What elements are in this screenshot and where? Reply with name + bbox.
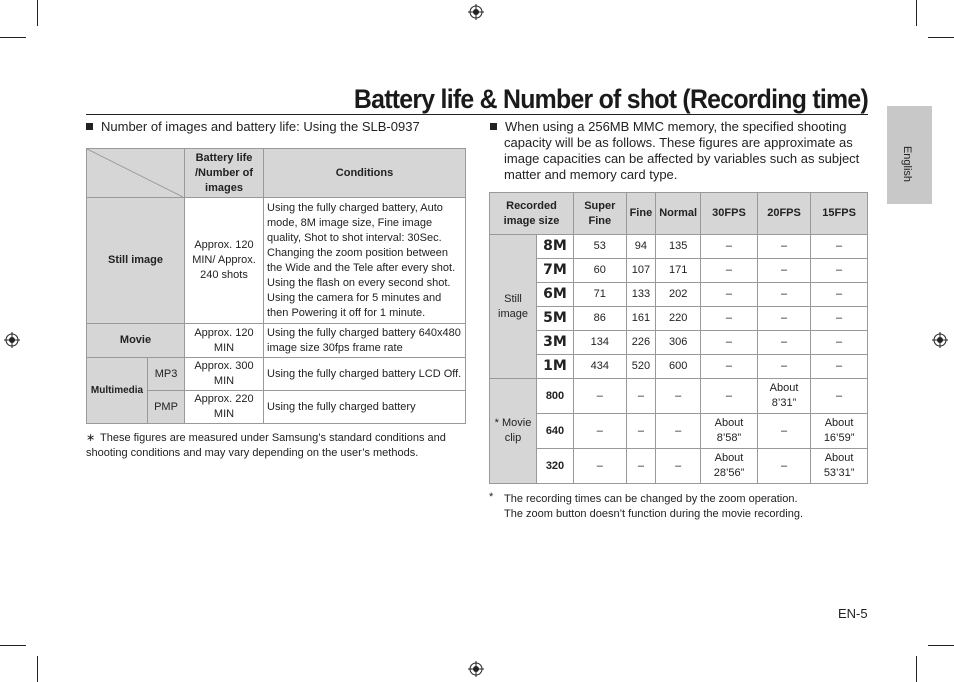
recording-time-cell: – (626, 379, 656, 414)
mp3-conditions: Using the fully charged battery LCD Off. (264, 358, 466, 391)
conditions-header: Conditions (264, 149, 466, 198)
right-footnote-line1: The recording times can be changed by the zoom operation. (504, 493, 798, 505)
mp3-battery: Approx. 300 MIN (185, 358, 264, 391)
recorded-size-header: Recorded image size (490, 193, 574, 235)
left-footnote-text: These figures are measured under Samsung’s standard conditions and shooting conditions and may vary depending on the user’s methods. (86, 432, 446, 459)
5m-size-icon: 5M (537, 307, 574, 331)
capacity-cell: 71 (574, 283, 627, 307)
20fps-header: 20FPS (757, 193, 810, 235)
1m-size-icon: 1M (537, 355, 574, 379)
still-image-group-label: Still image (490, 235, 537, 379)
30fps-header: 30FPS (701, 193, 758, 235)
still-row (490, 235, 868, 259)
capacity-cell: 133 (626, 283, 656, 307)
capacity-cell: – (757, 283, 810, 307)
capacity-cell: 107 (626, 259, 656, 283)
crop-mark (0, 37, 26, 38)
movie-conditions: Using the fully charged battery 640x480 image size 30fps frame rate (264, 324, 466, 358)
right-bullet-text: When using a 256MB MMC memory, the specified shooting capacity will be as follows. These figures are approximate as image capacities can be affected by variables such as subject matter and memory card type. (504, 119, 860, 182)
capacity-cell: 161 (626, 307, 656, 331)
capacity-cell: 520 (626, 355, 656, 379)
page-title: Battery life & Number of shot (Recording time) (353, 84, 868, 114)
movie-size-label: 320 (537, 449, 574, 484)
recording-time-cell: – (656, 379, 701, 414)
capacity-cell: – (757, 235, 810, 259)
registration-mark-icon (468, 4, 484, 20)
capacity-cell: 226 (626, 331, 656, 355)
right-footnote-mark: * (489, 491, 494, 503)
recording-time-cell: About 16’59” (811, 414, 868, 449)
capacity-cell: 134 (574, 331, 627, 355)
capacity-cell: – (701, 355, 758, 379)
diagonal-header-cell (87, 149, 185, 198)
recording-time-cell: – (656, 449, 701, 484)
movie-battery: Approx. 120 MIN (185, 324, 264, 358)
multimedia-label: Multimedia (87, 358, 148, 424)
square-bullet-icon (490, 123, 497, 130)
right-bullet (490, 119, 864, 183)
capacity-cell: – (701, 283, 758, 307)
capacity-cell: 306 (656, 331, 701, 355)
capacity-cell: – (757, 259, 810, 283)
recording-time-cell: – (757, 449, 810, 484)
still-image-label: Still image (87, 198, 185, 324)
right-footnote (489, 490, 849, 522)
recording-time-cell: – (701, 379, 758, 414)
capacity-cell: – (701, 259, 758, 283)
pmp-battery: Approx. 220 MIN (185, 391, 264, 424)
capacity-cell: 53 (574, 235, 627, 259)
movie-size-label: 640 (537, 414, 574, 449)
pmp-conditions: Using the fully charged battery (264, 391, 466, 424)
language-tab (887, 106, 932, 204)
crop-mark (916, 0, 917, 26)
movie-size-label: 800 (537, 379, 574, 414)
crop-mark (928, 645, 954, 646)
recording-time-cell: About 8’58” (701, 414, 758, 449)
capacity-cell: 202 (656, 283, 701, 307)
capacity-cell: – (811, 283, 868, 307)
capacity-cell: – (811, 331, 868, 355)
pmp-label: PMP (148, 391, 185, 424)
left-bullet (86, 119, 466, 135)
recording-time-cell: – (574, 449, 627, 484)
still-row (490, 259, 868, 283)
capacity-cell: – (757, 307, 810, 331)
recording-time-cell: About 8’31” (757, 379, 810, 414)
registration-mark-icon (4, 332, 20, 348)
mp3-label: MP3 (148, 358, 185, 391)
capacity-cell: 434 (574, 355, 627, 379)
registration-mark-icon (932, 332, 948, 348)
still-battery: Approx. 120 MIN/ Approx. 240 shots (185, 198, 264, 324)
capacity-cell: – (811, 355, 868, 379)
recording-time-cell: – (757, 414, 810, 449)
capacity-cell: 135 (656, 235, 701, 259)
movie-row (490, 414, 868, 449)
recording-time-cell: – (811, 379, 868, 414)
left-bullet-text: Number of images and battery life: Using the SLB-0937 (101, 119, 420, 134)
right-footnote-line2: The zoom button doesn’t function during the movie recording. (504, 508, 804, 520)
title-rule (86, 114, 868, 115)
movie-row (490, 379, 868, 414)
shooting-capacity-table (489, 192, 868, 484)
recording-time-cell: – (626, 449, 656, 484)
still-row (490, 355, 868, 379)
capacity-cell: – (701, 331, 758, 355)
capacity-cell: 94 (626, 235, 656, 259)
capacity-cell: 220 (656, 307, 701, 331)
recording-time-cell: – (574, 379, 627, 414)
diagonal-line (87, 149, 183, 197)
6m-size-icon: 6M (537, 283, 574, 307)
8m-size-icon: 8M (537, 235, 574, 259)
crop-mark (928, 37, 954, 38)
fine-header: Fine (626, 193, 656, 235)
recording-time-cell: About 53’31” (811, 449, 868, 484)
left-footnote-mark: ∗ (86, 432, 96, 444)
battery-header: Battery life /Number of images (185, 149, 264, 198)
page-number: EN-5 (838, 606, 868, 621)
still-row (490, 331, 868, 355)
left-footnote (86, 431, 466, 461)
square-bullet-icon (86, 123, 93, 130)
crop-mark (37, 656, 38, 682)
7m-size-icon: 7M (537, 259, 574, 283)
super-fine-header: Super Fine (574, 193, 627, 235)
capacity-cell: 171 (656, 259, 701, 283)
capacity-cell: 600 (656, 355, 701, 379)
capacity-cell: – (811, 259, 868, 283)
capacity-cell: – (701, 235, 758, 259)
capacity-cell: 86 (574, 307, 627, 331)
movie-label: Movie (87, 324, 185, 358)
recording-time-cell: – (574, 414, 627, 449)
movie-clip-group-label: * Movie clip (490, 379, 537, 484)
capacity-cell: – (811, 235, 868, 259)
3m-size-icon: 3M (537, 331, 574, 355)
crop-mark (37, 0, 38, 26)
recording-time-cell: – (656, 414, 701, 449)
capacity-cell: – (757, 331, 810, 355)
still-row (490, 283, 868, 307)
language-tab-label: English (901, 145, 913, 183)
still-conditions: Using the fully charged battery, Auto mode, 8M image size, Fine image quality, Shot to shot interval: 30Sec. Changing the zoom position between the Wide and the Tele after every shot. Using the flash on every second shot. Using the camera for 5 minutes and then Powering it off for 1 minute. (264, 198, 466, 324)
capacity-cell: – (811, 307, 868, 331)
15fps-header: 15FPS (811, 193, 868, 235)
crop-mark (0, 645, 26, 646)
normal-header: Normal (656, 193, 701, 235)
movie-row (490, 449, 868, 484)
still-row (490, 307, 868, 331)
registration-mark-icon (468, 661, 484, 677)
capacity-cell: – (701, 307, 758, 331)
recording-time-cell: About 28’56” (701, 449, 758, 484)
capacity-cell: – (757, 355, 810, 379)
recording-time-cell: – (626, 414, 656, 449)
crop-mark (916, 656, 917, 682)
battery-life-table (86, 148, 466, 424)
capacity-cell: 60 (574, 259, 627, 283)
